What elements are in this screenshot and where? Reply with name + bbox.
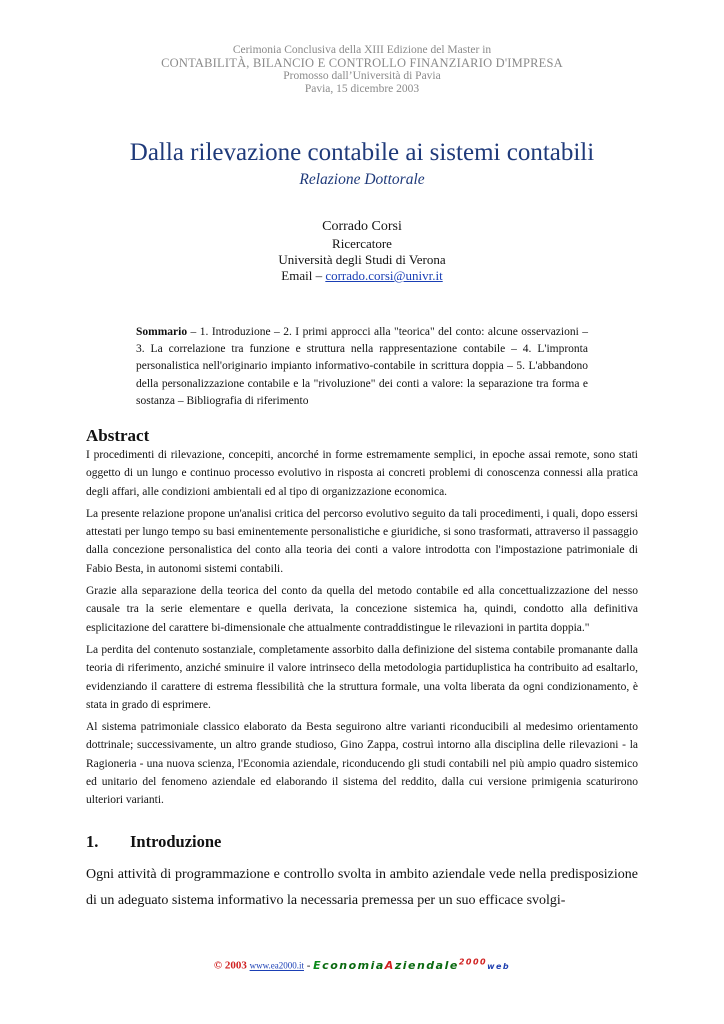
author-name: Corrado Corsi (322, 219, 402, 234)
author-email-link[interactable]: corrado.corsi@univr.it (325, 268, 443, 283)
logo-letter-e: E (313, 958, 323, 972)
logo-text-ziendale: ziendale (394, 958, 459, 972)
logo-text-conomia: conomia (322, 958, 385, 972)
conference-header (0, 44, 724, 96)
section-number: 1. (86, 832, 99, 851)
logo-year: 2000 (458, 957, 488, 966)
paper-subtitle: Relazione Dottorale (299, 171, 425, 188)
footer-website-link[interactable]: www.ea2000.it (249, 960, 304, 971)
abstract-paragraph: Al sistema patrimoniale classico elaborato da Besta seguirono altre varianti riconducibili al medesimo orientamento dottrinale; successivamente, un altro grande studioso, Gino Zappa, costruì intorno alla disciplina delle rilevazioni - la Ragioneria - una nuova scienza, l'Economia aziendale, riconducendo gli studi contabili nel più ampio quadro sistemico ed unitario del fenomeno aziendale ed elaborando il sistema del reddito, dalla cui versione primigenia scaturirono ulteriori varianti. (86, 721, 638, 807)
economia-aziendale-logo (313, 959, 510, 972)
footer-separator: - (303, 959, 314, 972)
author-block (0, 218, 724, 284)
abstract-paragraph: La presente relazione propone un'analisi critica del percorso evolutivo seguito da tali procedimenti, i quali, dopo essersi attestati per lungo tempo su basi eminentemente personalistiche e giuridiche, si sono trasformati, attraverso il passaggio dalla concezione personalistica del conto alla teoria dei conti a valore introdotta con l'impostazione patrimoniale di Fabio Besta, in autonomi sistemi contabili. (86, 507, 638, 575)
section-heading-introduzione (86, 832, 221, 852)
logo-letter-a: A (384, 958, 395, 972)
abstract-heading: Abstract (86, 426, 150, 445)
abstract-paragraph: I procedimenti di rilevazione, concepiti, ancorché in forme estremamente semplici, in epoche assai remote, sono stati oggetto di un lungo e continuo processo evolutivo in risposta ai concreti problemi di conoscenza connessi alla pratica degli affari, alle condizioni ambientali ed al tipo di organizzazione economica. (86, 449, 638, 498)
introduction-text: Ogni attività di programmazione e controllo svolta in ambito aziendale vede nella predisposizione di un adeguato sistema informativo la necessaria premessa per un suo efficace svolgi- (86, 867, 638, 908)
author-affiliation: Università degli Studi di Verona (278, 252, 446, 267)
header-line-2: CONTABILITÀ, BILANCIO E CONTROLLO FINANZIARIO D'IMPRESA (161, 56, 563, 70)
copyright-text: © 2003 (213, 959, 247, 972)
header-line-3: Promosso dall’Università di Pavia (283, 70, 441, 82)
abstract-body (86, 446, 638, 814)
summary-text: – 1. Introduzione – 2. I primi approcci alla "teorica" del conto: alcune osservazioni – 3. La correlazione tra funzione e struttura nella rappresentazione contabile – 4. L'impronta personalistica nell'originario impianto informativo-contabile in scrittura doppia – 5. L'abbandono della personalizzazione contabile e la "rivoluzione" dei conti a valore: la separazione tra forma e sostanza – Bibliografia di riferimento (136, 326, 588, 407)
page-footer (0, 957, 724, 972)
abstract-paragraph: La perdita del contenuto sostanziale, completamente assorbito dalla definizione del sistema contabile promanante dalla teoria di riferimento, anziché sminuire il valore intrinseco della metodologia partiduplistica ha contribuito ad esaltarlo, evidenziando il carattere di estrema flessibilità che la struttura formale, una volta liberata da ogni condizionamento, è stata in grado di esprimere. (86, 643, 638, 711)
summary-label: Sommario (136, 326, 188, 338)
email-prefix: Email – (281, 268, 326, 283)
abstract-paragraph: Grazie alla separazione della teorica del conto da quella del metodo contabile ed alla concettualizzazione del nesso causale tra la serie elementare e quella derivata, la concezione sistemica ha, quindi, condotto alla definitiva esplicitazione del carattere bi-dimensionale che attualmente contraddistingue le rilevazioni in partita doppia." (86, 585, 638, 634)
header-line-1: Cerimonia Conclusiva della XIII Edizione del Master in (232, 44, 492, 56)
author-role: Ricercatore (332, 236, 392, 251)
paper-title: Dalla rilevazione contabile ai sistemi contabili (129, 139, 595, 166)
header-line-4: Pavia, 15 dicembre 2003 (304, 83, 420, 95)
author-email-line (0, 268, 724, 284)
logo-web: web (487, 961, 511, 971)
table-of-contents-summary (136, 324, 588, 410)
section-title: Introduzione (130, 832, 222, 851)
